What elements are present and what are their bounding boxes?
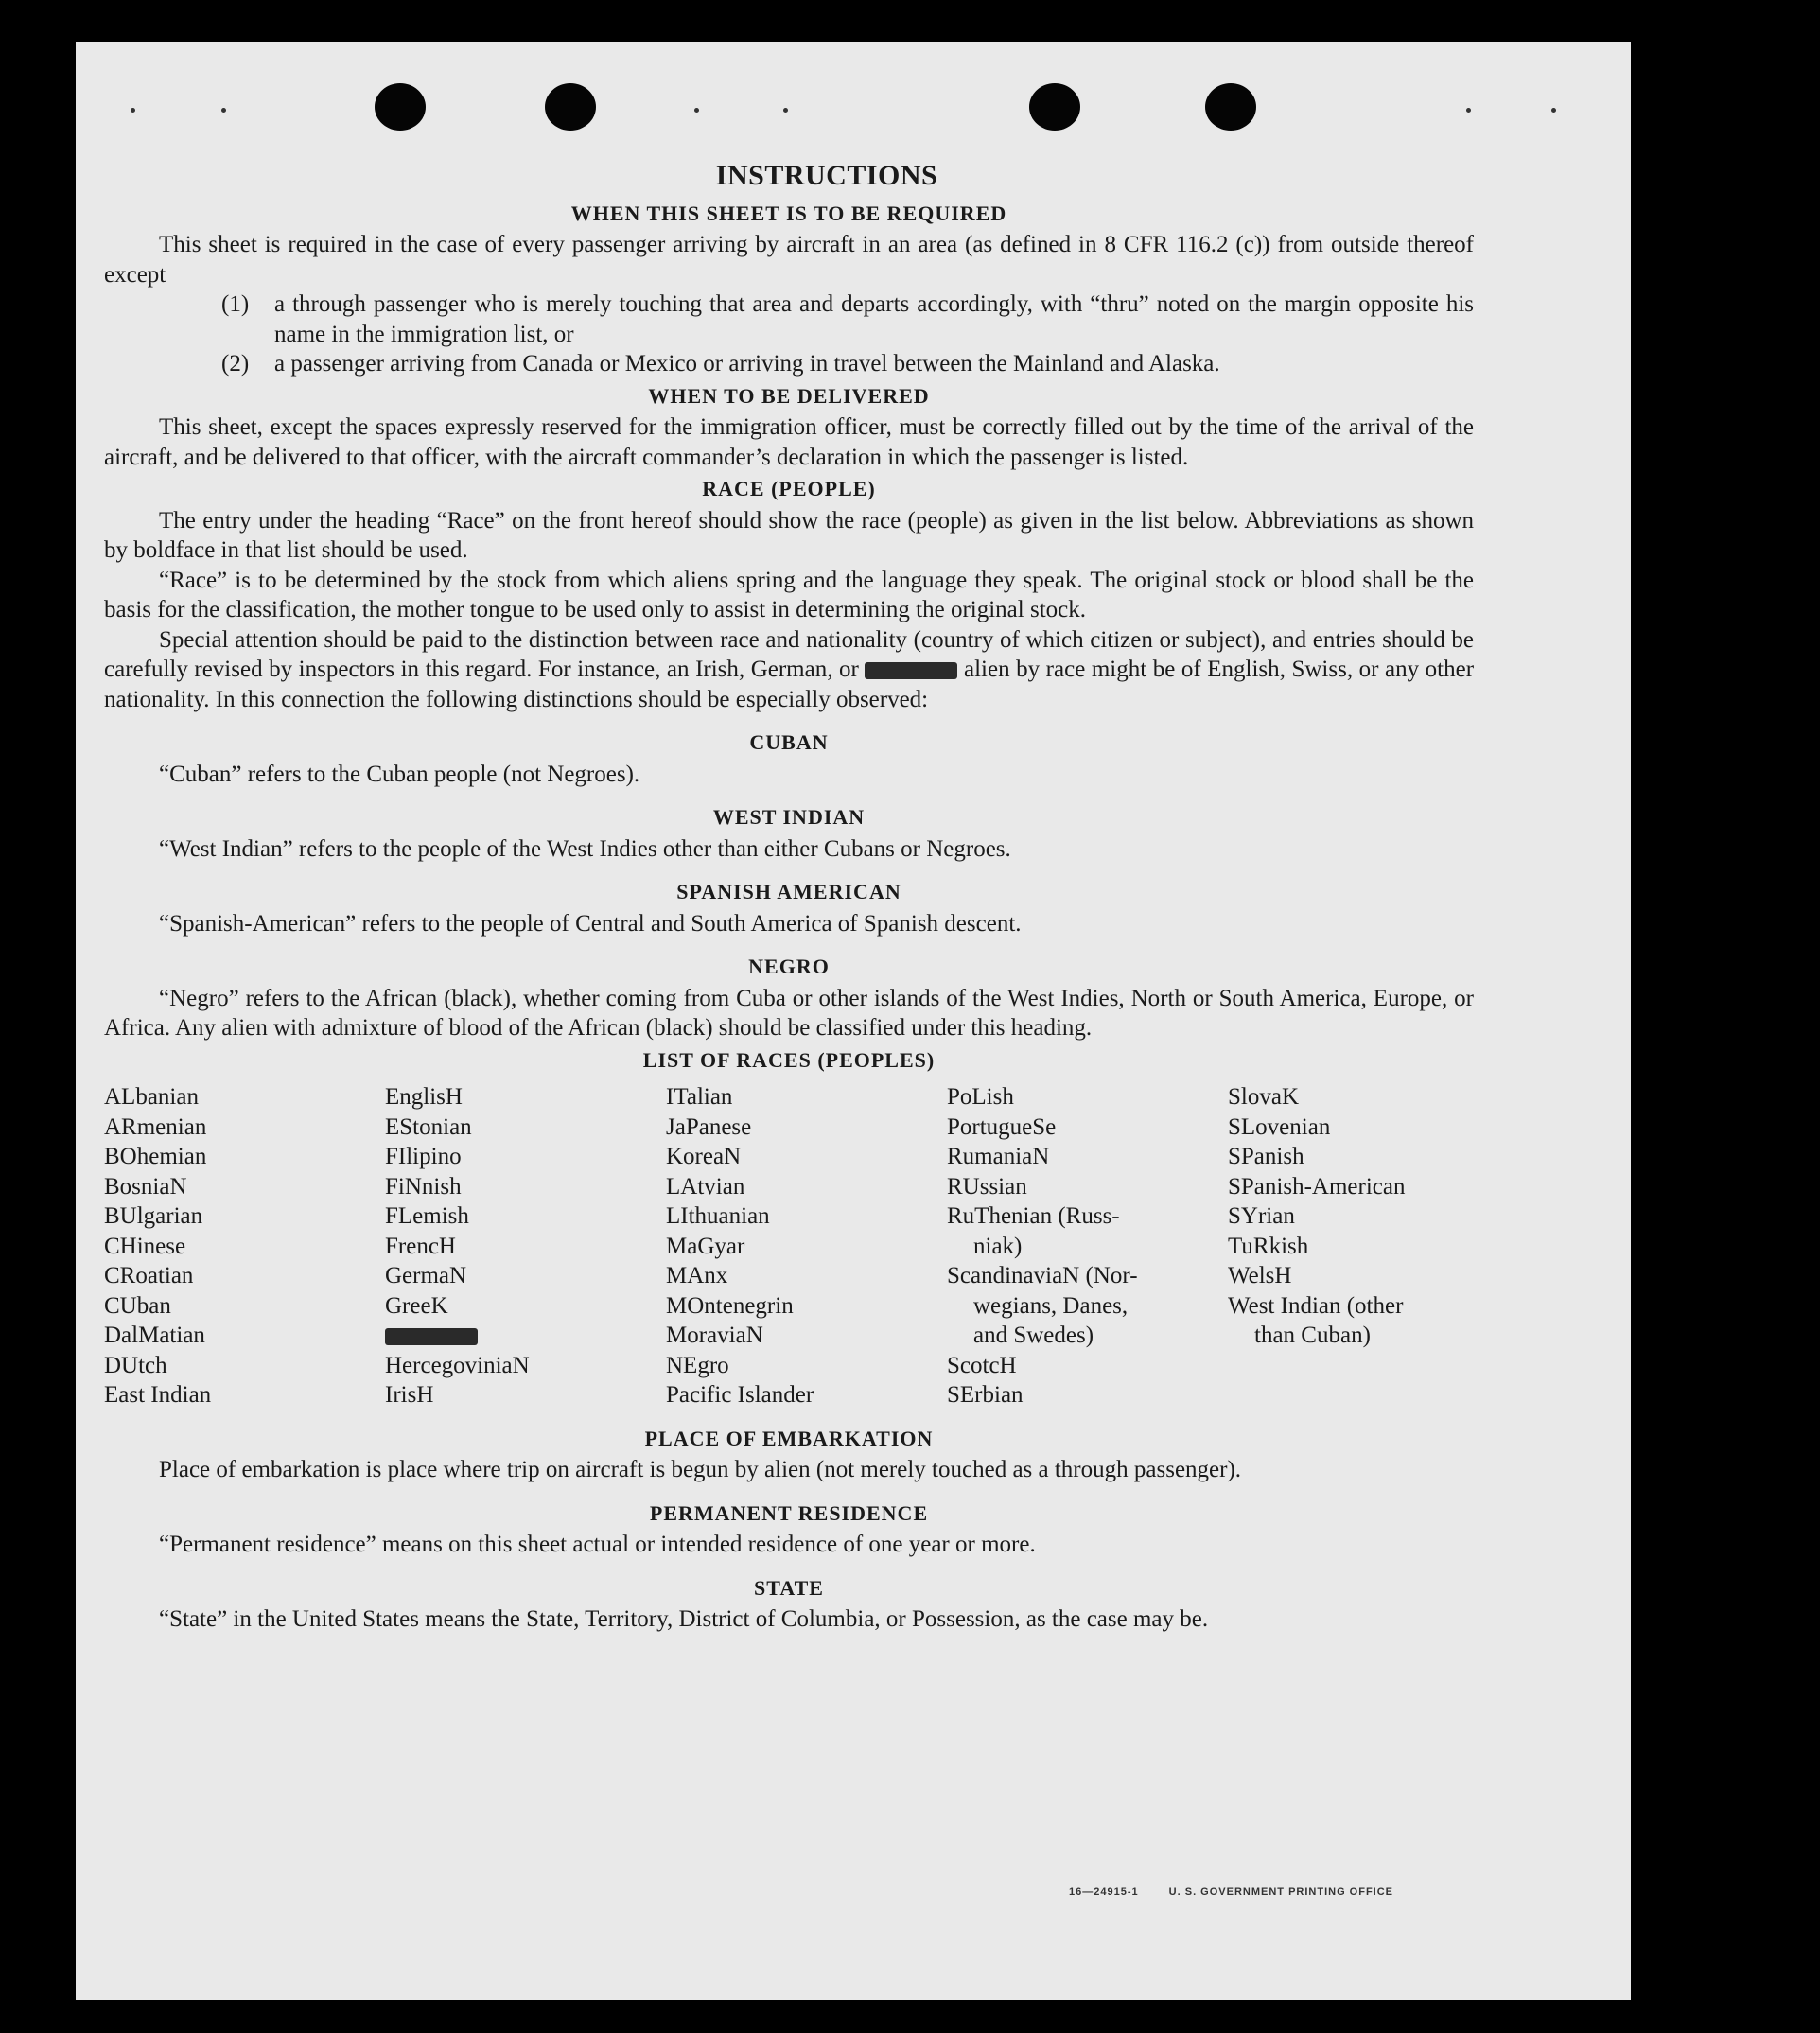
redaction-mark [385, 1328, 478, 1345]
race-entry-redacted [385, 1321, 666, 1351]
race-entry: Pacific Islander [666, 1382, 814, 1408]
exception-number: (2) [221, 351, 250, 377]
speck [1466, 108, 1471, 113]
races-column-3 [666, 1082, 947, 1411]
race-entry: West Indian (other [1228, 1292, 1404, 1319]
race-entry-continuation: niak) [973, 1233, 1023, 1259]
races-list [104, 1082, 1474, 1411]
exception-text: a through passenger who is merely touching that area and departs accordingly, with “thru” noted on the margin opposite his name in the immigration list, or [274, 291, 1474, 347]
race-entry: MoraviaN [666, 1323, 763, 1348]
exception-text: a passenger arriving from Canada or Mexico or arriving in travel between the Mainland and Alaska. [274, 351, 1220, 377]
section-heading-negro: NEGRO [748, 955, 830, 978]
race-paragraph-3 [104, 625, 1474, 715]
redaction-mark [865, 662, 957, 679]
race-entry: MaGyar [666, 1233, 745, 1259]
race-entry: BUlgarian [104, 1203, 203, 1229]
negro-text: “Negro” refers to the African (black), whether coming from Cuba or other islands of the West Indies, North or South America, Europe, or Africa. Any alien with admixture of blood of the African (black) should be classified under this heading. [104, 985, 1474, 1041]
punch-hole [545, 83, 596, 131]
when-delivered-text: This sheet, except the spaces expressly reserved for the immigration officer, must be correctly filled out by the time of the arrival of the aircraft, and be delivered to that officer, with the aircraft commander’s declaration in which the passenger is listed. [104, 414, 1474, 470]
section-heading-west-indian: WEST INDIAN [712, 805, 866, 829]
race-entry: BOhemian [104, 1144, 207, 1169]
race-entry: EStonian [385, 1113, 472, 1140]
race-entry: FrencH [385, 1233, 456, 1259]
race-entry: CHinese [104, 1233, 186, 1259]
race-entry: RuThenian (Russ- [947, 1203, 1120, 1229]
race-entry: PortugueSe [947, 1113, 1057, 1140]
race-entry: KoreaN [666, 1144, 742, 1169]
race-entry: IrisH [385, 1382, 434, 1408]
exception-item-1 [221, 289, 1474, 349]
race-entry: EnglisH [385, 1084, 463, 1110]
race-entry: FLemish [385, 1203, 469, 1229]
punch-hole [1029, 83, 1080, 131]
race-entry: SLovenian [1228, 1113, 1331, 1140]
races-column-2 [385, 1082, 666, 1411]
races-column-5 [1228, 1082, 1474, 1411]
spanish-american-text: “Spanish-American” refers to the people of Central and South America of Spanish descent. [159, 910, 1022, 937]
section-heading-embarkation: PLACE OF EMBARKATION [644, 1426, 934, 1450]
speck [1551, 108, 1556, 113]
race-entry: ARmenian [104, 1113, 207, 1140]
race-entry: BosniaN [104, 1173, 187, 1200]
race-entry: East Indian [104, 1382, 212, 1408]
race-entry: CUban [104, 1292, 171, 1319]
race-entry: WelsH [1228, 1263, 1292, 1288]
race-entry: HercegoviniaN [385, 1352, 530, 1378]
race-entry: FiNnish [385, 1173, 462, 1200]
speck [783, 108, 788, 113]
section-heading-list-of-races: LIST OF RACES (PEOPLES) [642, 1047, 936, 1072]
race-paragraph-2: “Race” is to be determined by the stock from which aliens spring and the language they speak. The original stock or blood shall be the basis for the classification, the mother tongue to be used only to assist in determining the original stock. [104, 567, 1474, 622]
exception-item-2 [221, 349, 1474, 379]
section-heading-when-required: WHEN THIS SHEET IS TO BE REQUIRED [570, 201, 1007, 225]
race-entry: GermaN [385, 1263, 467, 1288]
race-entry: CRoatian [104, 1263, 194, 1288]
speck [131, 108, 135, 113]
race-entry: LIthuanian [666, 1203, 770, 1229]
printer-imprint: U. S. GOVERNMENT PRINTING OFFICE [1168, 1886, 1394, 1898]
section-heading-state: STATE [754, 1575, 824, 1600]
race-entry-continuation: wegians, Danes, [973, 1292, 1129, 1319]
when-required-intro: This sheet is required in the case of every passenger arriving by aircraft in an area (as defined in 8 CFR 116.2 (c)) from outside thereof except [104, 232, 1474, 288]
race-entry-continuation: and Swedes) [973, 1323, 1094, 1348]
race-entry: GreeK [385, 1292, 448, 1319]
embarkation-text: Place of embarkation is place where trip on aircraft is begun by alien (not merely touched as a through passenger). [159, 1457, 1242, 1482]
race-entry: DalMatian [104, 1323, 205, 1348]
race-entry: ScandinaviaN (Nor- [947, 1263, 1138, 1288]
races-column-1 [104, 1082, 385, 1411]
form-number: 16—24915-1 [1069, 1886, 1139, 1898]
race-paragraph-1: The entry under the heading “Race” on the front hereof should show the race (people) as given in the list below. Abbreviations as shown by boldface in that list should be used. [104, 507, 1474, 563]
cuban-text: “Cuban” refers to the Cuban people (not Negroes). [159, 761, 640, 787]
punch-hole [375, 83, 426, 131]
race-entry: JaPanese [666, 1113, 752, 1140]
section-heading-spanish-american: SPANISH AMERICAN [676, 880, 901, 903]
printer-footer [1069, 1886, 1420, 1898]
race-entry: ITalian [666, 1084, 733, 1110]
section-heading-race: RACE (PEOPLE) [702, 477, 876, 500]
speck [694, 108, 699, 113]
document-sheet [76, 42, 1631, 2000]
section-heading-cuban: CUBAN [749, 730, 829, 754]
race-paragraph-3-part-b: alien by race might be of English, Swiss, or any other nationality. In this connection the following distinctions should be especially observed: [104, 657, 1475, 712]
race-entry: SPanish-American [1228, 1173, 1406, 1200]
page-title: INSTRUCTIONS [715, 160, 938, 191]
race-entry: PoLish [947, 1084, 1014, 1110]
race-entry: TuRkish [1228, 1233, 1309, 1259]
punch-hole [1205, 83, 1256, 131]
speck [221, 108, 226, 113]
west-indian-text: “West Indian” refers to the people of the West Indies other than either Cubans or Negroes. [159, 835, 1011, 862]
race-entry: SErbian [947, 1382, 1024, 1408]
races-column-4 [947, 1082, 1228, 1411]
race-entry: NEgro [666, 1352, 729, 1378]
race-entry: ScotcH [947, 1352, 1017, 1378]
state-text: “State” in the United States means the State, Territory, District of Columbia, or Possession, as the case may be. [159, 1606, 1209, 1632]
residence-text: “Permanent residence” means on this sheet actual or intended residence of one year or more. [159, 1532, 1036, 1557]
race-entry: DUtch [104, 1352, 167, 1378]
race-entry-continuation: than Cuban) [1254, 1323, 1371, 1348]
race-paragraph-3-part-a: Special attention should be paid to the distinction between race and nationality (country of which citizen or subject), and entries should be carefully revised by inspectors in this regard. For instance, an Irish, German, or [104, 626, 1474, 682]
race-entry: MOntenegrin [666, 1292, 794, 1319]
race-entry: MAnx [666, 1263, 728, 1288]
exception-number: (1) [221, 291, 250, 317]
race-entry: RumaniaN [947, 1144, 1050, 1169]
race-entry: LAtvian [666, 1173, 745, 1200]
race-entry: SPanish [1228, 1144, 1304, 1169]
section-heading-when-delivered: WHEN TO BE DELIVERED [648, 383, 930, 408]
race-entry: SYrian [1228, 1203, 1295, 1229]
race-entry: ALbanian [104, 1084, 199, 1110]
instructions-content [104, 161, 1474, 1635]
race-entry: SlovaK [1228, 1084, 1299, 1110]
race-entry: RUssian [947, 1173, 1027, 1200]
race-entry: FIlipino [385, 1144, 462, 1169]
section-heading-residence: PERMANENT RESIDENCE [649, 1500, 929, 1525]
